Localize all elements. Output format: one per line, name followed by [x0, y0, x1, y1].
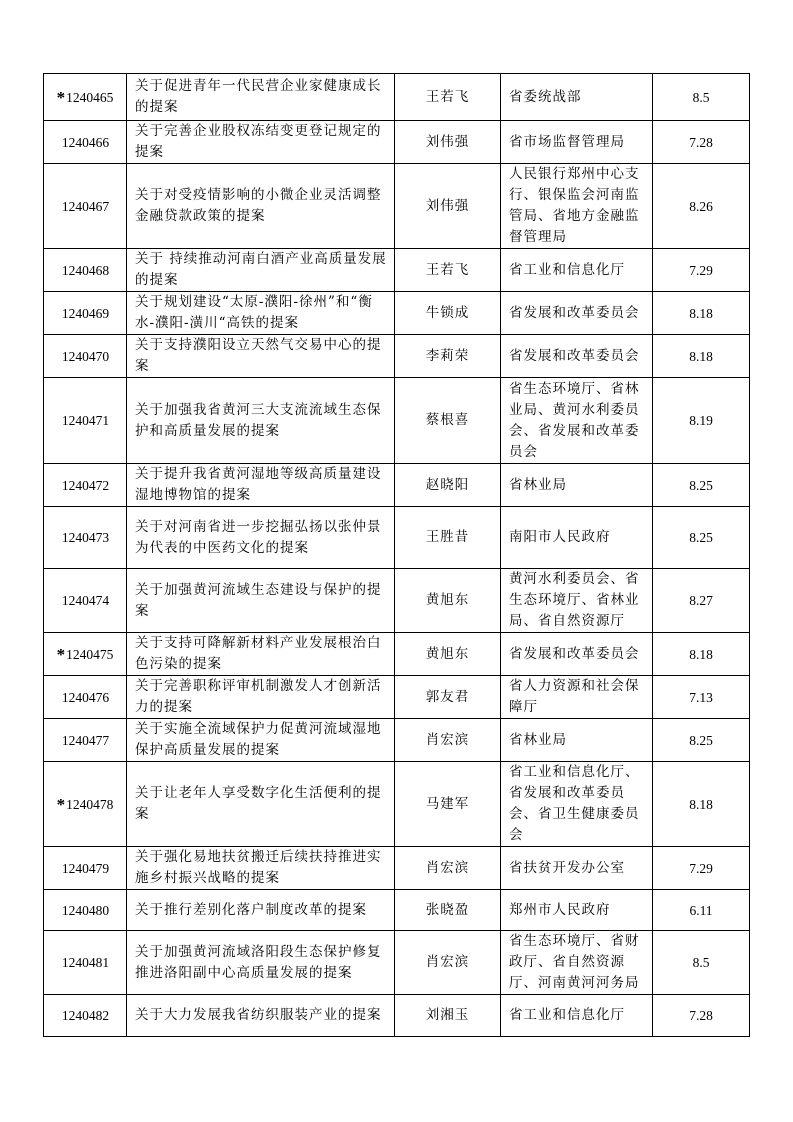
- reply-date: 8.5: [653, 74, 750, 121]
- proposer-name: 牛锁成: [395, 292, 501, 335]
- proposal-title: 关于大力发展我省纺织服装产业的提案: [127, 995, 395, 1037]
- reply-date: 8.18: [653, 335, 750, 378]
- reply-date: 8.5: [653, 931, 750, 995]
- handling-department: 省人力资源和社会保障厅: [501, 676, 653, 719]
- proposer-name: 马建军: [395, 762, 501, 847]
- proposal-number-cell: [44, 762, 127, 847]
- proposal-number: 1240471: [61, 413, 110, 428]
- handling-department: 省林业局: [501, 464, 653, 507]
- proposer-name: 蔡根喜: [395, 378, 501, 464]
- proposal-number: 1240480: [61, 902, 110, 918]
- reply-date: 7.13: [653, 676, 750, 719]
- proposer-name: 刘伟强: [395, 164, 501, 249]
- proposal-title: 关于对受疫情影响的小微企业灵活调整金融贷款政策的提案: [127, 164, 395, 249]
- reply-date: 8.19: [653, 378, 750, 464]
- proposal-title: 关于 持续推动河南白酒产业高质量发展的提案: [127, 249, 395, 292]
- proposal-table-body: [44, 74, 750, 1037]
- table-row: [44, 507, 750, 569]
- table-row: [44, 676, 750, 719]
- proposal-number: 1240473: [61, 530, 110, 545]
- proposal-number-cell: [44, 931, 127, 995]
- proposer-name: 张晓盈: [395, 890, 501, 931]
- table-row: [44, 464, 750, 507]
- handling-department: 黄河水利委员会、省生态环境厅、省林业局、省自然资源厅: [501, 569, 653, 633]
- proposer-name: 肖宏滨: [395, 847, 501, 890]
- proposal-title: 关于规划建设“太原-濮阳-徐州”和“衡水-濮阳-潢川“高铁的提案: [127, 292, 395, 335]
- handling-department: 省工业和信息化厅: [501, 249, 653, 292]
- proposal-title: 关于促进青年一代民营企业家健康成长的提案: [127, 74, 395, 121]
- proposal-number: 1240475: [66, 646, 114, 662]
- proposal-number: 1240472: [61, 477, 110, 493]
- proposer-name: 王胜昔: [395, 507, 501, 569]
- proposer-name: 刘伟强: [395, 121, 501, 164]
- key-proposal-marker: *: [56, 644, 66, 664]
- table-row: [44, 931, 750, 995]
- handling-department: 省生态环境厅、省林业局、黄河水利委员会、省发展和改革委员会: [501, 378, 653, 464]
- table-row: [44, 164, 750, 249]
- proposal-number-cell: [44, 378, 127, 464]
- proposal-number-cell: [44, 464, 127, 507]
- proposer-name: 肖宏滨: [395, 719, 501, 762]
- reply-date: 7.28: [653, 995, 750, 1037]
- proposal-title: 关于推行差别化落户制度改革的提案: [127, 890, 395, 931]
- table-row: [44, 378, 750, 464]
- proposer-name: 黄旭东: [395, 633, 501, 676]
- proposal-number-cell: [44, 292, 127, 335]
- handling-department: 省发展和改革委员会: [501, 335, 653, 378]
- proposer-name: 郭友君: [395, 676, 501, 719]
- table-row: [44, 633, 750, 676]
- proposal-number-cell: [44, 74, 127, 121]
- proposal-number: 1240474: [61, 593, 110, 608]
- key-proposal-marker: *: [56, 794, 66, 814]
- proposer-name: 李莉荣: [395, 335, 501, 378]
- proposal-number: 1240465: [66, 89, 114, 105]
- proposal-number-cell: [44, 569, 127, 633]
- proposal-number: 1240470: [61, 348, 110, 364]
- handling-department: 人民银行郑州中心支行、银保监会河南监管局、省地方金融监督管理局: [501, 164, 653, 249]
- proposal-number-cell: [44, 847, 127, 890]
- proposal-title: 关于对河南省进一步挖掘弘扬以张仲景为代表的中医药文化的提案: [127, 507, 395, 569]
- proposal-table: [43, 73, 750, 1037]
- reply-date: 7.28: [653, 121, 750, 164]
- handling-department: 郑州市人民政府: [501, 890, 653, 931]
- proposal-title: 关于提升我省黄河湿地等级高质量建设湿地博物馆的提案: [127, 464, 395, 507]
- table-row: [44, 847, 750, 890]
- key-proposal-marker: *: [56, 87, 66, 107]
- handling-department: 省生态环境厅、省财政厅、省自然资源厅、河南黄河河务局: [501, 931, 653, 995]
- handling-department: 省发展和改革委员会: [501, 292, 653, 335]
- proposal-number: 1240469: [61, 305, 110, 321]
- reply-date: 6.11: [653, 890, 750, 931]
- table-row: [44, 719, 750, 762]
- reply-date: 8.27: [653, 569, 750, 633]
- proposal-title: 关于支持濮阳设立天然气交易中心的提案: [127, 335, 395, 378]
- proposal-number: 1240479: [61, 860, 110, 876]
- reply-date: 8.25: [653, 507, 750, 569]
- handling-department: 省市场监督管理局: [501, 121, 653, 164]
- handling-department: 南阳市人民政府: [501, 507, 653, 569]
- handling-department: 省林业局: [501, 719, 653, 762]
- proposer-name: 黄旭东: [395, 569, 501, 633]
- proposal-number-cell: [44, 249, 127, 292]
- proposal-title: 关于加强我省黄河三大支流流域生态保护和高质量发展的提案: [127, 378, 395, 464]
- proposer-name: 刘湘玉: [395, 995, 501, 1037]
- proposal-title: 关于支持可降解新材料产业发展根治白色污染的提案: [127, 633, 395, 676]
- table-row: [44, 74, 750, 121]
- table-row: [44, 249, 750, 292]
- reply-date: 8.25: [653, 464, 750, 507]
- table-row: [44, 121, 750, 164]
- proposal-number: 1240481: [61, 955, 110, 970]
- proposal-number-cell: [44, 507, 127, 569]
- table-row: [44, 762, 750, 847]
- proposal-title: 关于完善企业股权冻结变更登记规定的提案: [127, 121, 395, 164]
- handling-department: 省工业和信息化厅: [501, 995, 653, 1037]
- table-row: [44, 995, 750, 1037]
- handling-department: 省委统战部: [501, 74, 653, 121]
- proposal-number: 1240477: [61, 732, 110, 748]
- handling-department: 省工业和信息化厅、省发展和改革委员会、省卫生健康委员会: [501, 762, 653, 847]
- proposer-name: 王若飞: [395, 249, 501, 292]
- table-row: [44, 292, 750, 335]
- proposal-number-cell: [44, 995, 127, 1037]
- proposal-title: 关于实施全流域保护力促黄河流域湿地保护高质量发展的提案: [127, 719, 395, 762]
- proposal-number-cell: [44, 719, 127, 762]
- handling-department: 省发展和改革委员会: [501, 633, 653, 676]
- reply-date: 8.18: [653, 292, 750, 335]
- proposal-number-cell: [44, 121, 127, 164]
- proposal-number: 1240467: [61, 198, 110, 214]
- reply-date: 8.18: [653, 762, 750, 847]
- proposal-number-cell: [44, 676, 127, 719]
- reply-date: 8.18: [653, 633, 750, 676]
- reply-date: 8.25: [653, 719, 750, 762]
- proposal-number: 1240476: [61, 689, 110, 705]
- proposal-title: 关于完善职称评审机制激发人才创新活力的提案: [127, 676, 395, 719]
- proposal-title: 关于加强黄河流域洛阳段生态保护修复推进洛阳副中心高质量发展的提案: [127, 931, 395, 995]
- table-row: [44, 569, 750, 633]
- handling-department: 省扶贫开发办公室: [501, 847, 653, 890]
- proposer-name: 王若飞: [395, 74, 501, 121]
- proposer-name: 肖宏滨: [395, 931, 501, 995]
- reply-date: 7.29: [653, 847, 750, 890]
- proposal-number-cell: [44, 633, 127, 676]
- proposal-number: 1240466: [61, 134, 110, 150]
- proposal-title: 关于加强黄河流域生态建设与保护的提案: [127, 569, 395, 633]
- reply-date: 8.26: [653, 164, 750, 249]
- table-row: [44, 890, 750, 931]
- proposer-name: 赵晓阳: [395, 464, 501, 507]
- proposal-number: 1240478: [66, 796, 114, 812]
- proposal-number-cell: [44, 164, 127, 249]
- reply-date: 7.29: [653, 249, 750, 292]
- proposal-number: 1240482: [61, 1008, 110, 1023]
- proposal-title: 关于让老年人享受数字化生活便利的提案: [127, 762, 395, 847]
- proposal-title: 关于强化易地扶贫搬迁后续扶持推进实施乡村振兴战略的提案: [127, 847, 395, 890]
- proposal-number-cell: [44, 890, 127, 931]
- table-row: [44, 335, 750, 378]
- proposal-number: 1240468: [61, 262, 110, 278]
- proposal-number-cell: [44, 335, 127, 378]
